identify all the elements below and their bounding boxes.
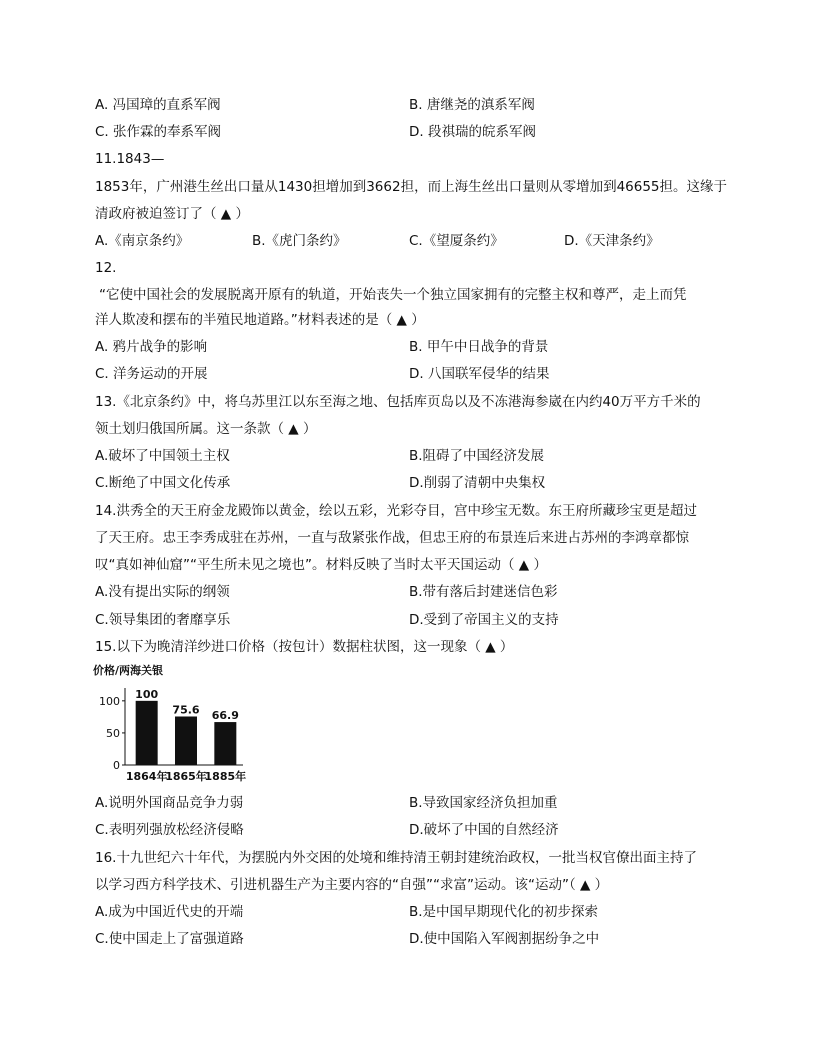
q12-option-c: C. 洋务运动的开展 xyxy=(95,366,208,382)
chart-value-label: 66.9 xyxy=(211,709,239,723)
chart-category-label: 1864年 xyxy=(125,770,168,783)
q14-option-d: D.受到了帝国主义的支持 xyxy=(409,612,559,628)
q16-option-c: C.使中国走上了富强道路 xyxy=(95,931,244,947)
chart-ytick-label: 0 xyxy=(113,759,120,772)
q10-option-b: B. 唐继尧的滇系军阀 xyxy=(409,97,535,113)
q15-stem: 15.以下为晚清洋纱进口价格（按包计）数据柱状图，这一现象（ ▲ ） xyxy=(95,639,514,655)
q10-option-d: D. 段祺瑞的皖系军阀 xyxy=(409,124,536,140)
q16-stem-line2: 以学习西方科学技术、引进机器生产为主要内容的“自强”“求富”运动。该“运动”（ ▲ ） xyxy=(95,877,609,893)
q16-stem-line1: 16.十九世纪六十年代，为摆脱内外交困的处境和维持清王朝封建统治政权，一批当权官僚出面主持了 xyxy=(95,850,697,866)
q15-option-d: D.破坏了中国的自然经济 xyxy=(409,822,559,838)
q16-option-b: B.是中国早期现代化的初步探索 xyxy=(409,904,599,920)
q14-stem-line1: 14.洪秀全的天王府金龙殿饰以黄金，绘以五彩，光彩夺目，宫中珍宝无数。东王府所藏珍宝更是超过 xyxy=(95,503,697,519)
q11-stem-line2: 清政府被迫签订了（ ▲ ） xyxy=(95,206,249,222)
q12-stem-line1: “它使中国社会的发展脱离开原有的轨道，开始丧失一个独立国家拥有的完整主权和尊严，走上而凭 xyxy=(99,287,687,303)
q15-option-a: A.说明外国商品竞争力弱 xyxy=(95,795,244,811)
q10-option-c: C. 张作霖的奉系军阀 xyxy=(95,124,222,140)
chart-category-label: 1885年 xyxy=(204,770,247,783)
chart-bar xyxy=(136,701,158,765)
q11-option-b: B.《虎门条约》 xyxy=(252,233,347,249)
q12-number: 12. xyxy=(95,260,117,276)
chart-value-label: 100 xyxy=(135,687,159,701)
q14-stem-line2: 了天王府。忠王李秀成驻在苏州，一直与敌紧张作战，但忠王府的布景连后来进占苏州的李鸿章都惊 xyxy=(95,530,689,546)
q12-stem-line2: 洋人欺凌和摆布的半殖民地道路。”材料表述的是（ ▲ ） xyxy=(95,312,425,328)
q16-option-d: D.使中国陷入军阀割据纷争之中 xyxy=(409,931,600,947)
q15-option-c: C.表明列强放松经济侵略 xyxy=(95,822,244,838)
q12-option-a: A. 鸦片战争的影响 xyxy=(95,339,208,355)
q13-stem-line1: 13.《北京条约》中，将乌苏里江以东至海之地、包括库页岛以及不冻港海参崴在内约40万平方千米的 xyxy=(95,394,701,410)
q11-option-a: A.《南京条约》 xyxy=(95,233,190,249)
q15-option-b: B.导致国家经济负担加重 xyxy=(409,795,558,811)
q11-stem-line1: 1853年，广州港生丝出口量从1430担增加到3662担，而上海生丝出口量则从零增加到46655担。这缘于 xyxy=(95,179,728,195)
chart-bar xyxy=(175,716,197,765)
chart-ytick-label: 50 xyxy=(106,726,120,740)
chart-ylabel: 价格/两海关银 xyxy=(93,664,164,677)
q10-option-a: A. 冯国璋的直系军阀 xyxy=(95,97,221,113)
q13-option-d: D.削弱了清朝中央集权 xyxy=(409,475,546,491)
q11-option-d: D.《天津条约》 xyxy=(564,233,660,249)
q14-option-a: A.没有提出实际的纲领 xyxy=(95,584,230,600)
q11-number: 11.1843— xyxy=(95,151,165,167)
yarn-price-bar-chart xyxy=(93,660,263,790)
q16-option-a: A.成为中国近代史的开端 xyxy=(95,904,244,920)
q12-option-b: B. 甲午中日战争的背景 xyxy=(409,339,549,355)
q13-option-a: A.破坏了中国领土主权 xyxy=(95,448,230,464)
q11-option-c: C.《望厦条约》 xyxy=(409,233,504,249)
q14-option-c: C.领导集团的奢靡享乐 xyxy=(95,612,231,628)
chart-bar xyxy=(214,722,236,765)
q12-option-d: D. 八国联军侵华的结果 xyxy=(409,366,550,382)
q13-option-b: B.阻碍了中国经济发展 xyxy=(409,448,545,464)
q14-option-b: B.带有落后封建迷信色彩 xyxy=(409,584,558,600)
q13-stem-line2: 领土划归俄国所属。这一条款（ ▲ ） xyxy=(95,421,317,437)
chart-category-label: 1865年 xyxy=(165,770,207,783)
chart-ytick-label: 100 xyxy=(99,694,120,708)
chart-value-label: 75.6 xyxy=(172,703,200,717)
q13-option-c: C.断绝了中国文化传承 xyxy=(95,475,231,491)
q14-stem-line3: 叹“真如神仙窟”“平生所未见之境也”。材料反映了当时太平天国运动（ ▲ ） xyxy=(95,557,547,573)
